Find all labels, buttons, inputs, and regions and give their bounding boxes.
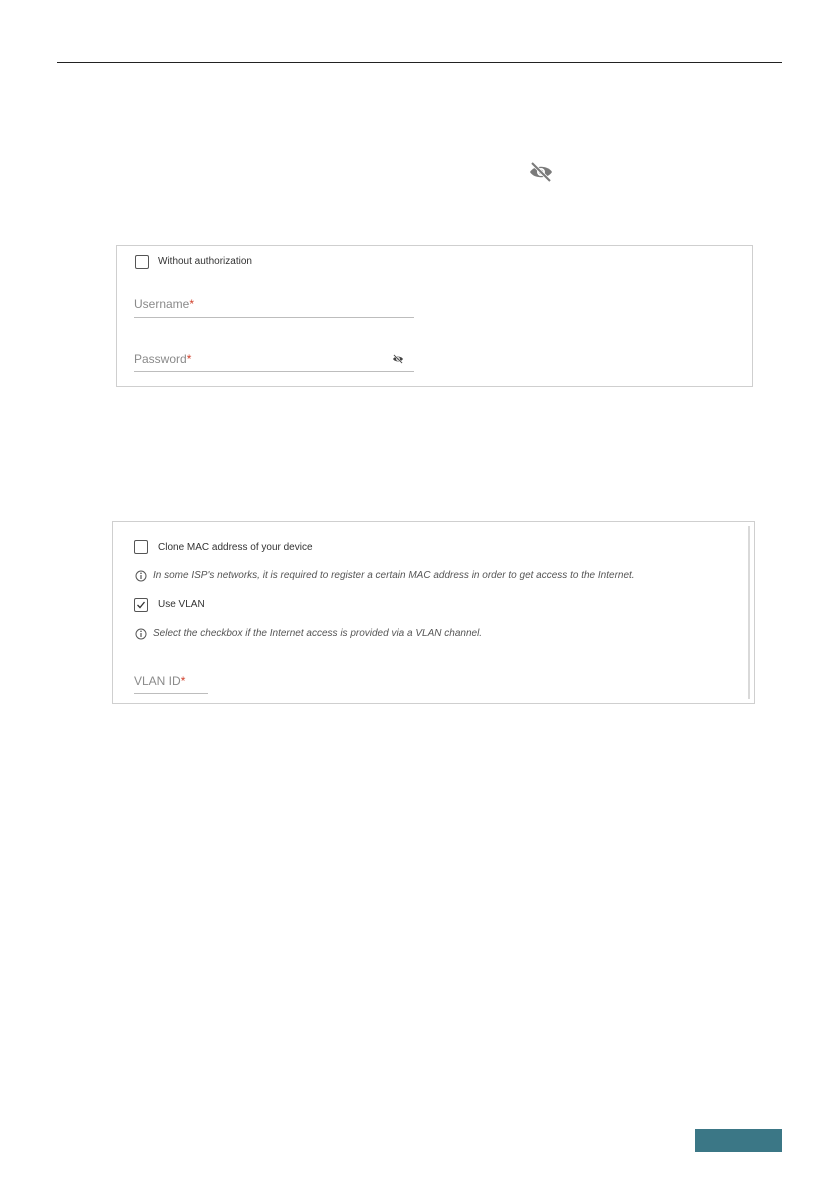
mac-vlan-panel [112, 521, 755, 704]
required-marker: * [180, 674, 186, 688]
scrollbar[interactable] [748, 526, 750, 699]
eye-slash-icon[interactable] [392, 354, 404, 364]
eye-slash-icon [528, 161, 554, 183]
username-underline [134, 317, 414, 318]
page-footer-tab [695, 1129, 782, 1152]
password-label: Password [134, 352, 187, 366]
use-vlan-label: Use VLAN [158, 599, 205, 610]
without-authorization-checkbox[interactable] [135, 255, 149, 269]
info-circle-icon [135, 570, 147, 582]
clone-mac-label: Clone MAC address of your device [158, 542, 313, 553]
info-circle-icon [135, 628, 147, 640]
clone-mac-checkbox[interactable] [134, 540, 148, 554]
password-underline [134, 371, 414, 372]
use-vlan-checkbox[interactable] [134, 598, 148, 612]
required-marker: * [189, 297, 195, 311]
username-label: Username [134, 297, 190, 311]
authorization-panel [116, 245, 753, 387]
clone-mac-hint: In some ISP's networks, it is required to register a certain MAC address in order to get access to the Internet. [153, 570, 635, 581]
vlan-id-label: VLAN ID [134, 674, 181, 688]
use-vlan-hint: Select the checkbox if the Internet access is provided via a VLAN channel. [153, 628, 483, 639]
header-rule [57, 62, 782, 63]
without-authorization-label: Without authorization [158, 256, 252, 267]
vlan-id-field[interactable] [134, 674, 185, 688]
checkmark-icon [136, 600, 146, 610]
username-field[interactable] [134, 297, 194, 311]
vlan-id-underline [134, 693, 208, 694]
password-field[interactable] [134, 352, 191, 366]
required-marker: * [186, 352, 192, 366]
